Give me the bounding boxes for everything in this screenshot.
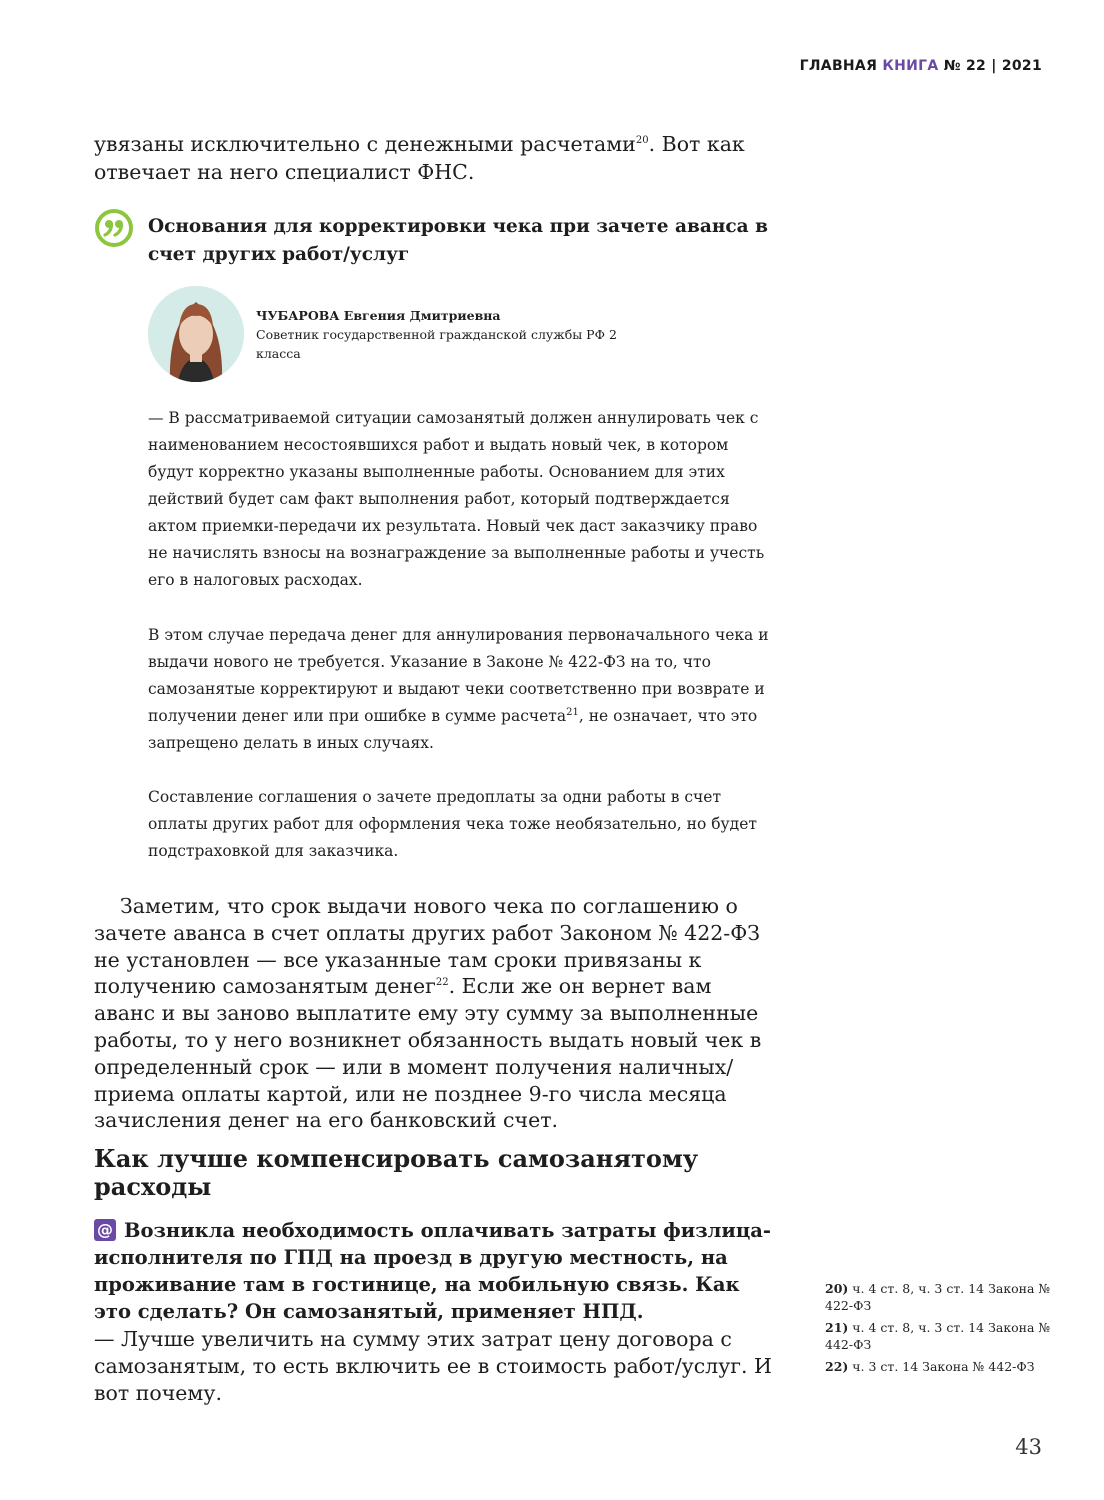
question-at-icon: @	[94, 1219, 116, 1241]
section-title: Как лучше компенсировать самозанятому расходы	[94, 1144, 699, 1201]
quote-paragraph-2: В этом случае передача денег для аннулирования первоначального чека и выдачи нового не требуется. Указание в Законе № 422-ФЗ на то, что самозанятые корректируют и выдают чеки соответственно при возврате и получении денег или при ошибке в сумме расчета$^{21}$, не означает, что это запрещено делать в иных случаях.	[148, 626, 769, 752]
quote-paragraph-1: — В рассматриваемой ситуации самозанятый должен аннулировать чек с наименованием несостоявшихся работ и выдать новый чек, в котором будут корректно указаны выполненные работы. Основанием для этих действий будет сам факт выполнения работ, который подтверждается актом приемки-передачи их результата. Новый чек даст заказчику право не начислять взносы на вознаграждение за выполненные работы и учесть его в налоговых расходах.	[148, 409, 765, 589]
answer-paragraph: — Лучше увеличить на сумму этих затрат цену договора с самозанятым, то есть включить ее в стоимость работ/услуг. И вот почему.	[94, 1327, 772, 1405]
magazine-title-part2: КНИГА	[882, 58, 939, 74]
expert-name: ЧУБАРОВА Евгения Дмитриевна	[256, 308, 501, 323]
footnote-ref-22[interactable]: 22	[435, 977, 449, 989]
quote-marks-icon	[94, 208, 134, 248]
footnote-ref-21[interactable]: 21	[566, 706, 579, 718]
footnotes	[825, 1280, 1055, 1380]
footnote-item: 20) ч. 4 ст. 8, ч. 3 ст. 14 Закона № 422-ФЗ	[825, 1281, 1051, 1313]
footnote-ref-20[interactable]: 20	[635, 135, 649, 147]
expert-portrait-icon	[148, 286, 244, 382]
footnote-item: 22) ч. 3 ст. 14 Закона № 442-ФЗ	[825, 1359, 1035, 1374]
magazine-title-part1: ГЛАВНАЯ	[799, 58, 878, 74]
expert-avatar	[148, 286, 244, 382]
issue-number: № 22 | 2021	[943, 58, 1042, 74]
magazine-header	[800, 58, 1042, 74]
body-paragraph: Заметим, что срок выдачи нового чека по соглашению о зачете аванса в счет оплаты других работ Законом № 422-ФЗ не установлен — все указанные там сроки привязаны к получению самозанятым денег$^{22}$. Если же он вернет вам аванс и вы заново выплатите ему эту сумму за выполненные работы, то у него возникнет обязанность выдать новый чек в определенный срок — или в момент получения наличных/приема оплаты картой, или не позднее 9-го числа месяца зачисления денег на его банковский счет.	[94, 894, 762, 1133]
reader-question: @ Возникла необходимость оплачивать затраты физлица-исполнителя по ГПД на проезд в другую местность, на проживание там в гостинице, на мобильную связь. Как это сделать? Он самозанятый, применяет НПД.	[94, 1219, 772, 1323]
expert-quote-title: Основания для корректировки чека при зачете аванса в счет других работ/услуг	[148, 216, 768, 265]
expert-role: Советник государственной гражданской службы РФ 2 класса	[256, 327, 617, 361]
quote-paragraph-3: Составление соглашения о зачете предоплаты за одни работы в счет оплаты других работ для оформления чека тоже необязательно, но будет подстраховкой для заказчика.	[148, 788, 757, 860]
footnote-item: 21) ч. 4 ст. 8, ч. 3 ст. 14 Закона № 442-ФЗ	[825, 1320, 1051, 1352]
page-number: 43	[1015, 1435, 1042, 1459]
intro-paragraph: увязаны исключительно с денежными расчетами$^{20}$. Вот как отвечает на него специалист ФНС.	[94, 132, 745, 184]
